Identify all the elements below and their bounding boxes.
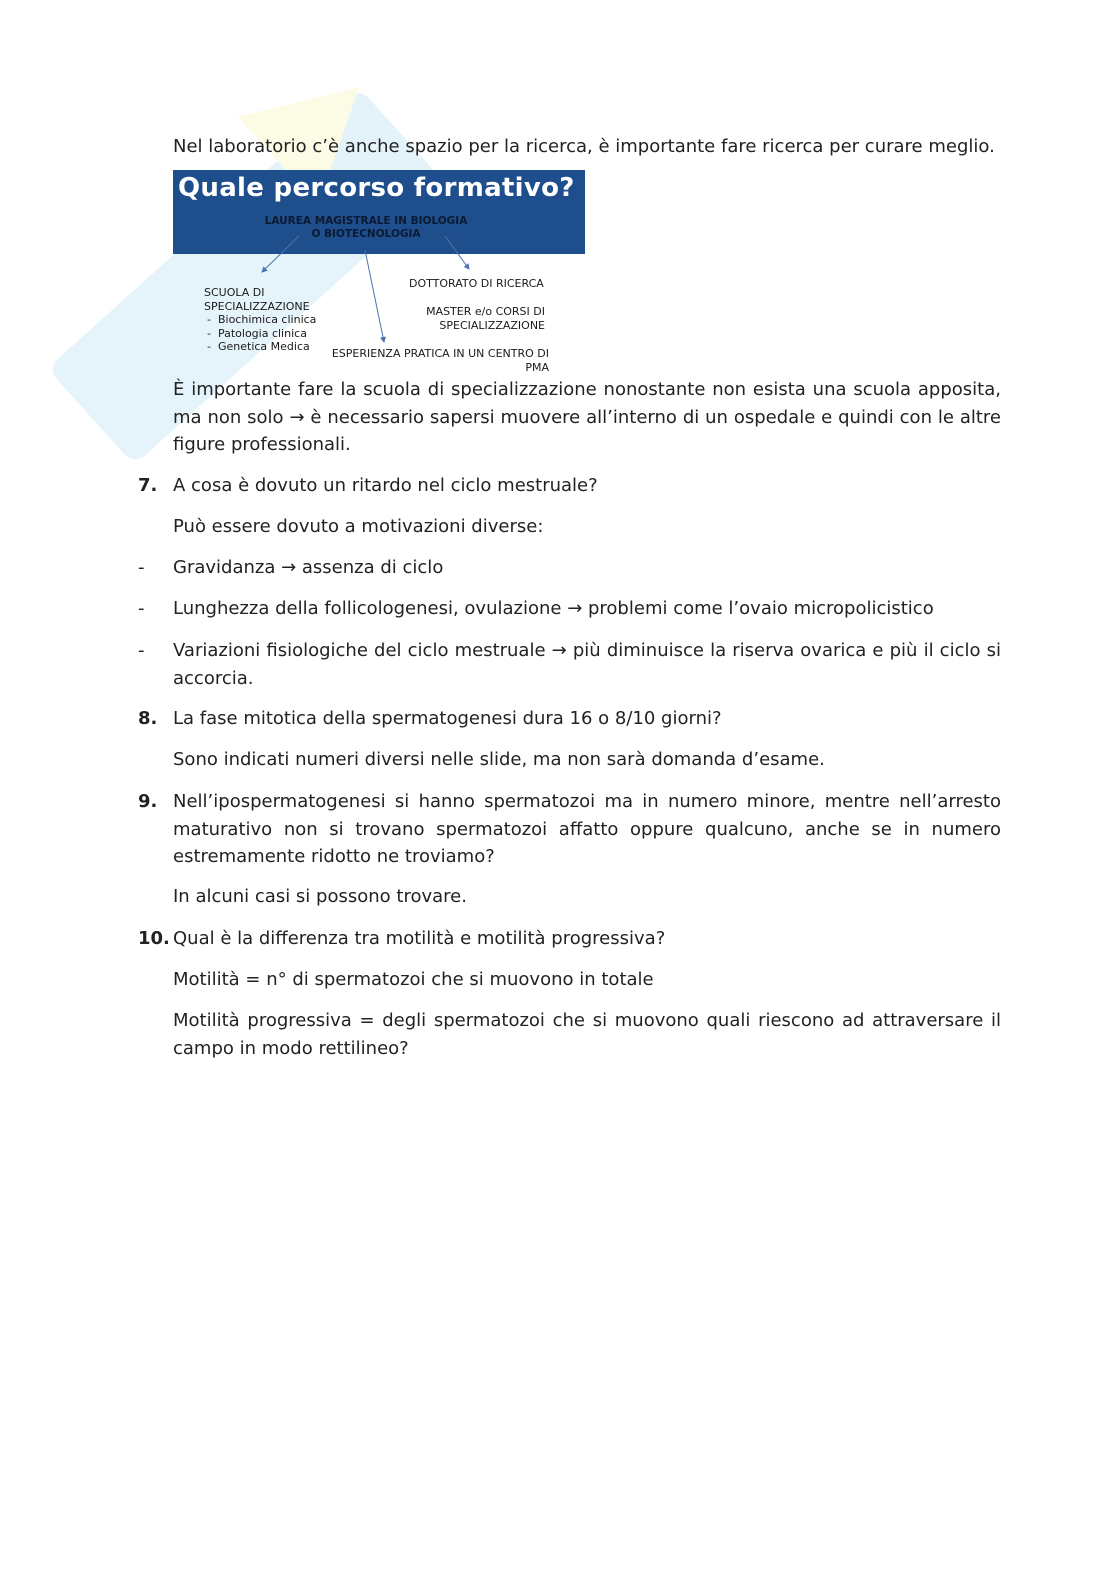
question-number: 7.	[138, 475, 158, 496]
bullet-dash: -	[138, 557, 145, 578]
answer-10-a: Motilità = n° di spermatozoi che si muovono in totale	[173, 969, 654, 990]
slide-spec-list	[204, 313, 316, 354]
slide-subtitle-line-1: LAUREA MAGISTRALE IN BIOLOGIA	[264, 215, 468, 227]
paragraph-specializzazione: È importante fare la scuola di specializzazione nonostante non esista una scuola apposita, ma non solo → è necessario sapersi muovere all’interno di un ospedale e quindi con le altre figure professionali.	[173, 379, 1001, 455]
arrow-to-dottorato	[445, 236, 469, 269]
question-number: 9.	[138, 791, 158, 812]
answer-10-b: Motilità progressiva = degli spermatozoi che si muovono quali riescono ad attraversare il campo in modo rettilineo?	[173, 1010, 1001, 1059]
slide-master-label: MASTER e/o CORSI DI SPECIALIZZAZIONE	[426, 305, 545, 332]
slide-dottorato-label: DOTTORATO DI RICERCA	[409, 277, 544, 290]
question-8: La fase mitotica della spermatogenesi dura 16 o 8/10 giorni?	[173, 708, 722, 729]
slide-image	[173, 170, 585, 375]
slide-subtitle-line-2: O BIOTECNOLOGIA	[311, 228, 421, 240]
bullet-item: Variazioni fisiologiche del ciclo mestruale → più diminuisce la riserva ovarica e più il ciclo si accorcia.	[173, 640, 1001, 689]
question-10: Qual è la differenza tra motilità e motilità progressiva?	[173, 928, 666, 949]
bullet-dash: -	[138, 640, 145, 661]
arrow-to-scuola	[262, 236, 299, 272]
answer-7: Può essere dovuto a motivazioni diverse:	[173, 516, 544, 537]
arrow-to-esperienza	[365, 250, 384, 342]
slide-scuola-label: SCUOLA DI SPECIALIZZAZIONE - Biochimica clinica - Patologia clinica - Genetica Medica	[204, 286, 317, 353]
intro-paragraph: Nel laboratorio c’è anche spazio per la ricerca, è importante fare ricerca per curare meglio.	[173, 136, 995, 157]
slide-esperienza-label: ESPERIENZA PRATICA IN UN CENTRO DI PMA	[331, 347, 549, 374]
slide-spec-item: - Biochimica clinica	[207, 313, 317, 326]
question-number: 8.	[138, 708, 158, 729]
slide-spec-item: - Genetica Medica	[207, 340, 310, 353]
answer-8: Sono indicati numeri diversi nelle slide, ma non sarà domanda d’esame.	[173, 749, 825, 770]
bullet-item: Lunghezza della follicologenesi, ovulazione → problemi come l’ovaio micropolicistico	[173, 598, 934, 619]
slide-spec-item: - Patologia clinica	[207, 326, 307, 340]
bullet-item: Gravidanza → assenza di ciclo	[173, 557, 444, 578]
bullet-dash: -	[138, 598, 145, 619]
slide-title: Quale percorso formativo?	[178, 173, 575, 203]
question-number: 10.	[138, 928, 170, 949]
question-7: A cosa è dovuto un ritardo nel ciclo mestruale?	[173, 475, 598, 496]
answer-9: In alcuni casi si possono trovare.	[173, 886, 467, 907]
question-9: Nell’ipospermatogenesi si hanno spermatozoi ma in numero minore, mentre nell’arresto maturativo non si trovano spermatozoi affatto oppure qualcuno, anche se in numero estremamente ridotto ne troviamo?	[173, 791, 1001, 867]
